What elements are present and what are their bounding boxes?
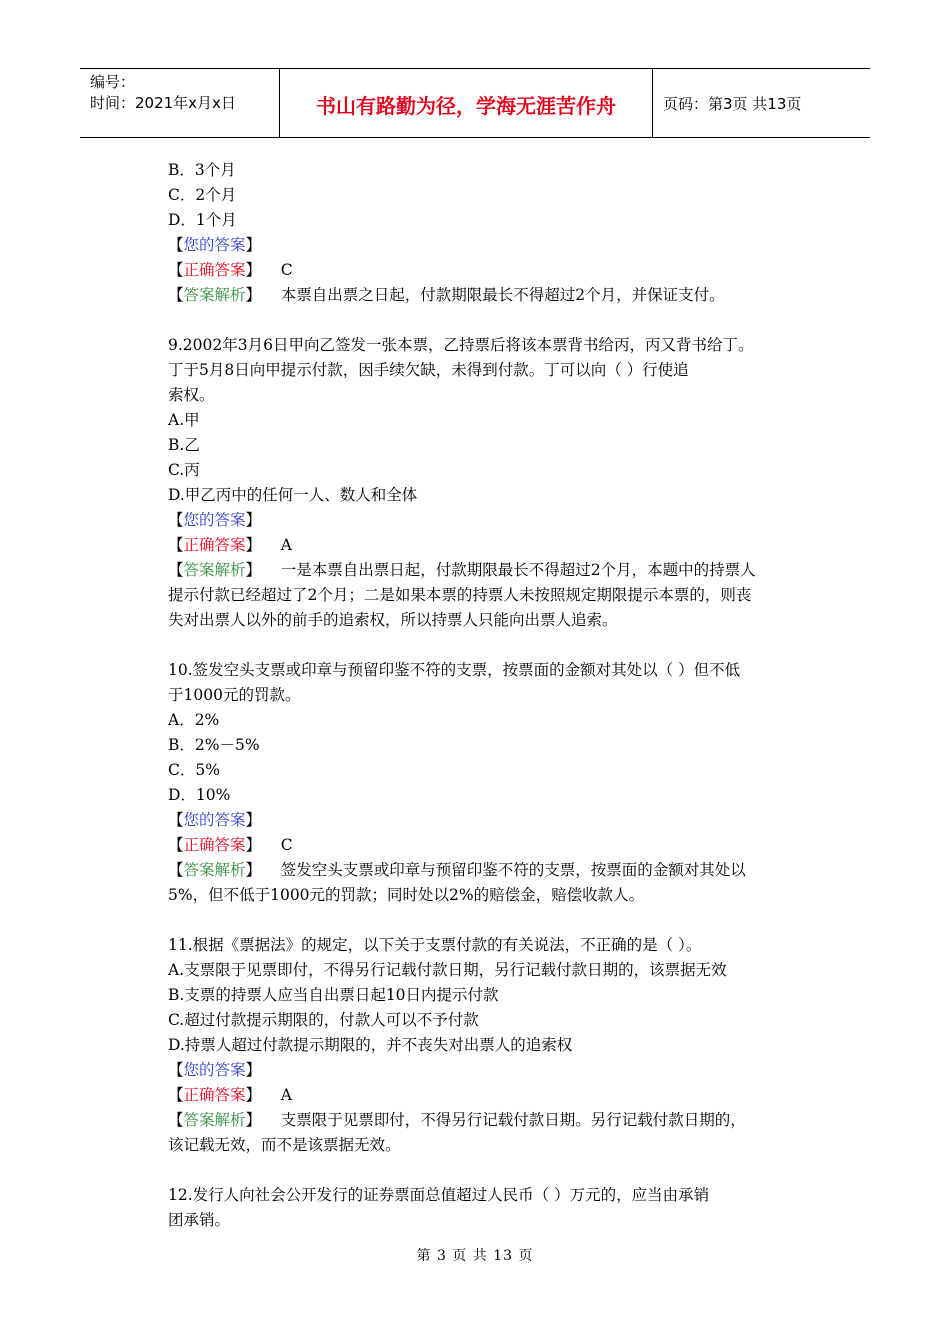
- correct-answer-label: 正确答案: [183, 1086, 246, 1104]
- option: B．2%－5%: [168, 736, 260, 754]
- option: A.甲: [168, 411, 200, 429]
- your-answer-label: 您的答案: [183, 811, 246, 829]
- correct-answer-label: 正确答案: [183, 836, 246, 854]
- option: D．1个月: [168, 211, 237, 229]
- question-stem: 11.根据《票据法》的规定，以下关于支票付款的有关说法，不正确的是（ ）。: [168, 936, 702, 954]
- question-stem: 索权。: [168, 386, 215, 404]
- analysis-text: 失对出票人以外的前手的追索权，所以持票人只能向出票人追索。: [168, 611, 618, 629]
- option: C.超过付款提示期限的，付款人可以不予付款: [168, 1011, 479, 1029]
- your-answer-row: 【您的答案】: [168, 811, 262, 829]
- option: A.支票限于见票即付，不得另行记载付款日期，另行记载付款日期的，该票据无效: [168, 961, 727, 979]
- analysis-label: 答案解析: [183, 286, 246, 304]
- correct-answer-label: 正确答案: [183, 261, 246, 279]
- option: D．10%: [168, 786, 231, 804]
- analysis-text: 签发空头支票或印章与预留印鉴不符的支票，按票面的金额对其处以: [280, 861, 746, 879]
- analysis-text: 提示付款已经超过了2个月；二是如果本票的持票人未按照规定期限提示本票的，则丧: [168, 586, 752, 604]
- document-number-label: 编号：: [90, 73, 136, 91]
- analysis-label: 答案解析: [183, 1111, 246, 1129]
- your-answer-row: 【您的答案】: [168, 511, 262, 529]
- analysis-row: 【答案解析】 一是本票自出票日起，付款期限最长不得超过2个月，本题中的持票人: [168, 561, 756, 579]
- analysis-text: 该记载无效，而不是该票据无效。: [168, 1136, 401, 1154]
- analysis-label: 答案解析: [183, 561, 246, 579]
- question-stem: 10.签发空头支票或印章与预留印鉴不符的支票，按票面的金额对其处以（ ）但不低: [168, 661, 741, 679]
- correct-answer-label: 正确答案: [183, 536, 246, 554]
- analysis-row: 【答案解析】 支票限于见票即付，不得另行记载付款日期。另行记载付款日期的，: [168, 1111, 746, 1129]
- correct-answer-value: A: [280, 536, 292, 554]
- correct-answer-row: 【正确答案】 C: [168, 261, 293, 279]
- analysis-label: 答案解析: [183, 861, 246, 879]
- option: A．2%: [168, 711, 220, 729]
- correct-answer-value: C: [280, 261, 293, 279]
- correct-answer-value: C: [280, 836, 293, 854]
- question-stem: 9.2002年3月6日甲向乙签发一张本票，乙持票后将该本票背书给丙，丙又背书给丁。: [168, 336, 754, 354]
- your-answer-label: 您的答案: [183, 511, 246, 529]
- analysis-text: 一是本票自出票日起，付款期限最长不得超过2个月，本题中的持票人: [280, 561, 756, 579]
- correct-answer-row: 【正确答案】 A: [168, 536, 292, 554]
- page-header: [80, 68, 870, 138]
- question-stem: 团承销。: [168, 1211, 231, 1229]
- analysis-text: 本票自出票之日起，付款期限最长不得超过2个月，并保证支付。: [280, 286, 725, 304]
- correct-answer-value: A: [280, 1086, 292, 1104]
- analysis-row: 【答案解析】 本票自出票之日起，付款期限最长不得超过2个月，并保证支付。: [168, 286, 725, 304]
- option: C.丙: [168, 461, 200, 479]
- option: B.支票的持票人应当自出票日起10日内提示付款: [168, 986, 499, 1004]
- question-9: [168, 333, 808, 633]
- question-stem: 丁于5月8日向甲提示付款，因手续欠缺，未得到付款。丁可以向（ ）行使追: [168, 361, 689, 379]
- your-answer-row: 【您的答案】: [168, 236, 262, 254]
- header-page-info: 页码：第3页 共13页: [663, 94, 802, 113]
- your-answer-label: 您的答案: [183, 236, 246, 254]
- your-answer-row: 【您的答案】: [168, 1061, 262, 1079]
- analysis-text: 支票限于见票即付，不得另行记载付款日期。另行记载付款日期的，: [280, 1111, 746, 1129]
- header-motto: 书山有路勤为径，学海无涯苦作舟: [280, 69, 653, 137]
- document-time-label: 时间：2021年x月x日: [90, 94, 236, 112]
- page-footer: 第 3 页 共 13 页: [416, 1248, 534, 1264]
- option: C．5%: [168, 761, 220, 779]
- document-body: [168, 158, 808, 1233]
- question-stem: 于1000元的罚款。: [168, 686, 301, 704]
- option: C．2个月: [168, 186, 237, 204]
- option: D.甲乙丙中的任何一人、数人和全体: [168, 486, 418, 504]
- header-meta: [80, 69, 280, 137]
- question-stem: 12.发行人向社会公开发行的证券票面总值超过人民币（ ）万元的，应当由承销: [168, 1186, 710, 1204]
- correct-answer-row: 【正确答案】 A: [168, 1086, 292, 1104]
- analysis-row: 【答案解析】 签发空头支票或印章与预留印鉴不符的支票，按票面的金额对其处以: [168, 861, 746, 879]
- question-8: [168, 158, 808, 308]
- option: B．3个月: [168, 161, 236, 179]
- option: D.持票人超过付款提示期限的，并不丧失对出票人的追索权: [168, 1036, 573, 1054]
- correct-answer-row: 【正确答案】 C: [168, 836, 293, 854]
- your-answer-label: 您的答案: [183, 1061, 246, 1079]
- analysis-text: 5%，但不低于1000元的罚款；同时处以2%的赔偿金，赔偿收款人。: [168, 886, 645, 904]
- question-12: [168, 1183, 808, 1233]
- question-10: [168, 658, 808, 908]
- question-11: [168, 933, 808, 1158]
- option: B.乙: [168, 436, 200, 454]
